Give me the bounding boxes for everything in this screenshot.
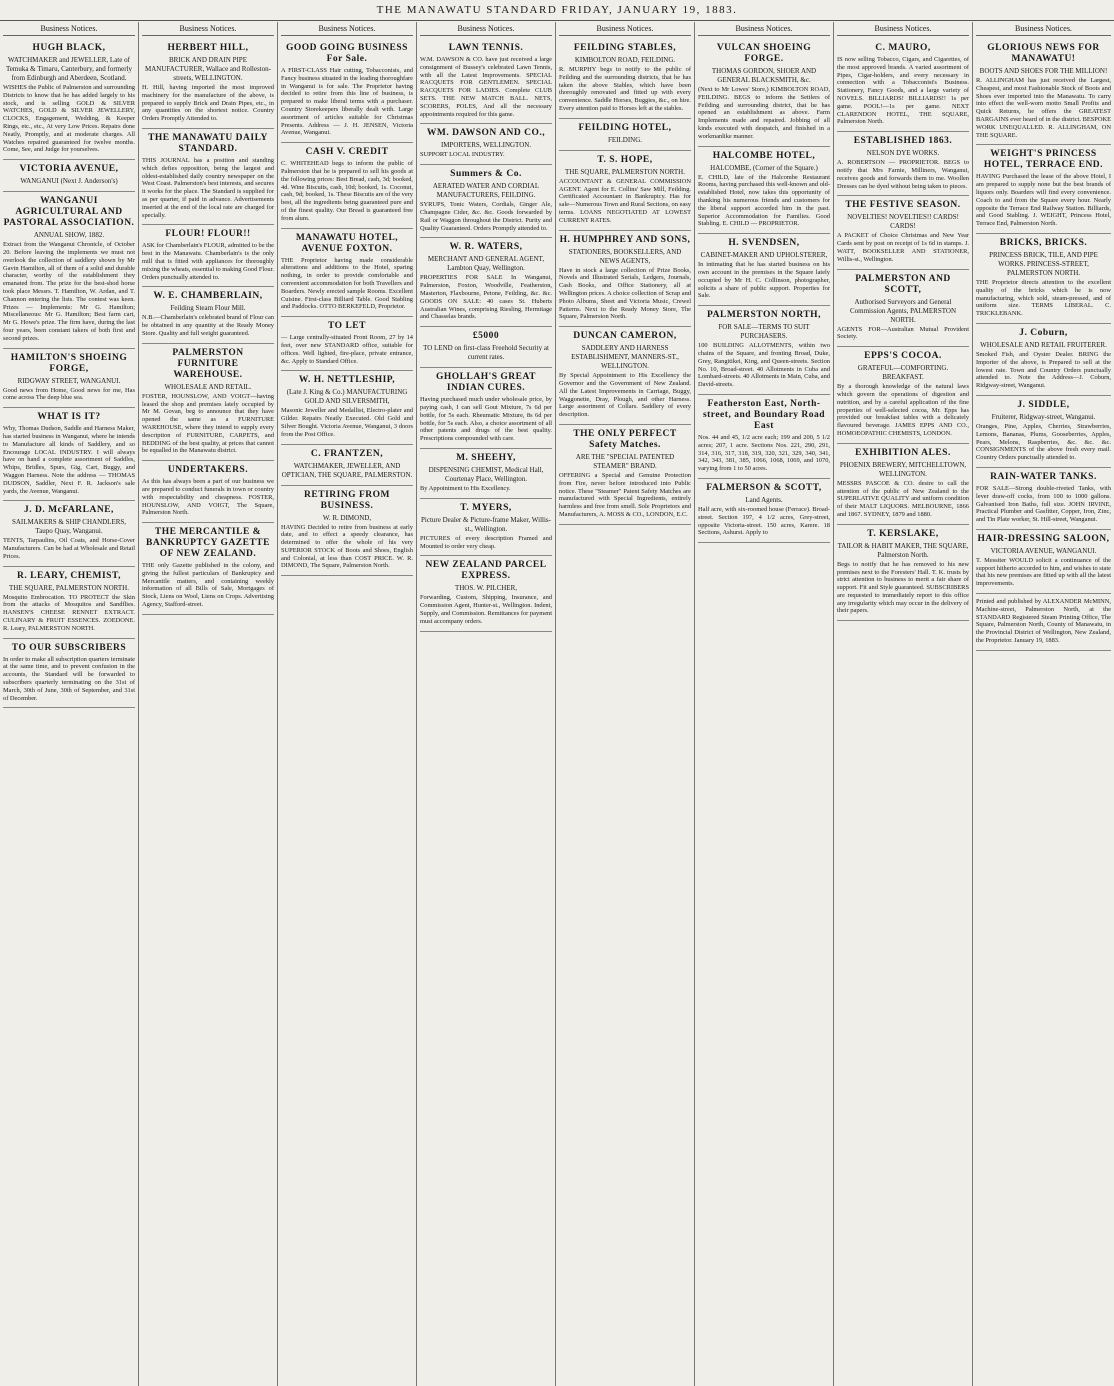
ad-sub: TO LEND on first-class Freehold Security at current rates. — [423, 344, 549, 362]
ad-title: W. R. WATERS, — [449, 242, 523, 253]
ad-sub: ANNUAL SHOW, 1882. — [33, 231, 105, 240]
ad-title: UNDERTAKERS. — [167, 465, 249, 476]
advertisement — [3, 639, 135, 709]
ad-title: FEILDING HOTEL, — [578, 122, 672, 133]
advertisement — [976, 530, 1111, 594]
ad-body: Forwarding, Custom, Shipping, Insurance, and Commission Agent, Hunter-st., Wellington. Indent, Supply, and Commission. Remittances for payment must accompany orders. — [420, 594, 552, 625]
advertisement — [698, 479, 830, 543]
advertisement — [281, 229, 413, 318]
ad-body: HAVING Purchased the lease of the above Hotel, I am prepared to supply none but the best brands of liquors only. Boarders will find every convenience. Coach to and from the Square every hour. Nearly opposite the Terrace End Railway Station. Billiards, and Good Stabling. J. WEIGHT, Princess Hotel, Terrace End, Palmerston North. — [976, 173, 1111, 228]
column-2 — [139, 22, 278, 1386]
advertisement — [142, 129, 274, 225]
masthead: THE MANAWATU STANDARD FRIDAY, JANUARY 19, 1883. — [0, 0, 1114, 21]
ad-title: W. H. NETTLESHIP, — [298, 375, 396, 386]
ad-body: THE Proprietor having made considerable alterations and additions to the Hotel, sparing nothing, in order to provide comfortable and convenient accommodation for both Travellers and Boarders. Newly erected sample Rooms. Excellent Cuisine. First-class Billiard Table. Good Stabling and Paddocks. OTTO BERKEFELD, Proprietor. — [281, 256, 413, 311]
ad-body: Oranges, Pine, Apples, Cherries, Strawberries, Lemons, Bananas, Plums, Gooseberries, Apples, Pears, Melons, Raspberries, &c. &c. &c. CONSIGNMENTS of the above fresh every mail. Country Orders punctually attended to. — [976, 422, 1111, 462]
ad-body: A FIRST-CLASS Hair cutting, Tobacconists, and Fancy business situated in the leading thoroughfare in Wanganui is for sale. The Proprietor having decided to retire from this line of business, is prepared to make liberal terms with a purchaser. Country Storekeepers liberally dealt with. Large assortment of articles suitable for Christmas Presents. Address — J. H. JENSEN, Victoria Avenue, Wanganui. — [281, 67, 413, 137]
ad-body: Extract from the Wanganui Chronicle, of October 20. Before leaving the implements we must not overlook the collection of saddlery shown by Mr Gavin Hamilton, all of them of a solid and durable character, worthy of the establishment they emanated from. The prize for the best-shod horse took place Messrs. T. Hamilton, W. Ardan, and T. Channon entering the lists. The contest was keen. Prizes — Implements: Mr G. Hamilton; Miscellaneous: Mr G. Hamilton; Best farm cart, Mr G. Howe's prize. The firm have, during the last four years, been constant takers of both first and second prizes. — [3, 241, 135, 342]
advertisement — [142, 287, 274, 343]
ad-sub: IMPORTERS, WELLINGTON. — [440, 141, 532, 150]
ad-title: PALMERSTON NORTH, — [707, 310, 821, 321]
columns — [0, 22, 1114, 1386]
column-6 — [695, 22, 834, 1386]
advertisement — [837, 444, 969, 525]
ad-body: Smoked Fish, and Oyster Dealer. BRING the Importer of the above, is Prepared to sell at the lowest rate. Town and Country Orders punctually attended to. Note the Address—J. Coburn, Ridgway-street, Wanganui. — [976, 350, 1111, 390]
advertisement — [3, 39, 135, 160]
ad-title: WEIGHT'S PRINCESS HOTEL, TERRACE END. — [983, 149, 1104, 171]
ad-sub: THE SQUARE, PALMERSTON NORTH. — [9, 583, 129, 592]
ad-body: SUPPORT LOCAL INDUSTRY. — [420, 151, 505, 159]
advertisement — [281, 371, 413, 444]
ad-sub: FOR SALE—TERMS TO SUIT PURCHASERS. — [718, 323, 810, 341]
advertisement — [142, 225, 274, 287]
ad-title: T. KERSLAKE, — [867, 528, 939, 539]
ad-sub: AERATED WATER AND CORDIAL MANUFACTURERS, FEILDING. — [432, 182, 540, 200]
ad-body: HAVING Decided to retire from business at early date, and to effect a speedy clearance, has determined to offer the whole of his very SUPERIOR STOCK of Boots and Shoes, English and Colonial, at less than COST PRICE. W. R. DIMOND, The Square, Palmerston North. — [281, 523, 413, 570]
advertisement — [281, 143, 413, 228]
column-4 — [417, 22, 556, 1386]
advertisement — [420, 556, 552, 631]
ad-title: EXHIBITION ALES. — [855, 447, 951, 458]
advertisement — [3, 408, 135, 501]
column-heading: Business Notices. — [837, 22, 969, 36]
ad-sub: PHOENIX BREWERY, MITCHELLTOWN, WELLINGTON. — [839, 460, 967, 478]
ad-body: MESSRS PASCOE & CO. desire to call the attention of the public of New Zealand to the SUPERLATIVE QUALITY and uniform condition of their MALT LIQUORS. MELBOURNE, 1866 and 1867. SYDNEY, 1879 and 1880. — [837, 479, 969, 518]
advertisement — [559, 425, 691, 525]
advertisement — [698, 234, 830, 306]
column-8 — [973, 22, 1114, 1386]
ad-sub: (Late J. King & Co.) MANUFACTURING GOLD AND SILVERSMITH, — [286, 388, 408, 406]
ad-sub: WANGANUI (Next J. Anderson's) — [20, 177, 118, 186]
advertisement — [3, 160, 135, 192]
column-heading: Business Notices. — [698, 22, 830, 36]
ad-title: Featherston East, North-street, and Boundary Road East — [702, 398, 826, 431]
advertisement — [698, 306, 830, 395]
ad-title: H. HUMPHREY AND SONS, — [559, 234, 691, 245]
ad-title: J. SIDDLE, — [1017, 399, 1070, 410]
ad-title: R. LEARY, CHEMIST, — [17, 570, 121, 581]
ad-body: THE only Gazette published in the colony, and giving the fullest particulars of Bankruptcy and Mercantile matters, and containing weekly information of all Bills of Sale, Mortgages of Stock, Liens on Wool, Liens on Crops. Advertising Agency, Stafford-street. — [142, 562, 274, 609]
ad-body: By a thorough knowledge of the natural laws which govern the operations of digestion and nutrition, and by a careful application of the fine properties of well-selected cocoa, Mr. Epps has provided our breakfast tables with a delicately flavoured beverage. JAMES EPPS AND CO., HOMOEOPATHIC CHEMISTS, LONDON. — [837, 383, 969, 437]
advertisement — [976, 145, 1111, 234]
ad-title: FLOUR! FLOUR!! — [165, 229, 251, 240]
ad-title: THE FESTIVE SEASON. — [845, 200, 961, 211]
column-heading: Business Notices. — [3, 22, 135, 36]
ad-sub: NOVELTIES! NOVELTIES!! CARDS! CARDS! — [847, 213, 959, 231]
ad-sub: THOS. W. PILCHER, — [454, 584, 518, 593]
ad-body: FOR SALE—Strong double-riveted Tanks, with lever draw-off cocks, from 100 to 1000 gallons. Galvanised Iron Baths, full size. JOHN IRVINE, Practical Plumber and Gasfitter, Copper, Iron, Zinc, and Tin Plate worker, St. Hill-street, Wanganui. — [976, 484, 1111, 524]
ad-title: GOOD GOING BUSINESS For Sale. — [286, 43, 408, 64]
ad-title: MANAWATU HOTEL, AVENUE FOXTON. — [295, 232, 399, 254]
ad-body: Masonic Jeweller and Medallist, Electro-plater and Gilder. Repairs Neatly Executed. Old Gold and Silver Bought. Victoria Avenue, Wanganui, 3 doors from the Post Office. — [281, 407, 413, 438]
ad-body: OFFERING a Special and Genuine Protection from Fire, never before introduced into Public notice. These "Steamer" Patent Safety Matches are manufactured with Special Ingredients, entirely harmless and free from smell. Sole Proprietors and Manufacturers, A. MOSS & CO., LONDON, E.C. — [559, 471, 691, 518]
ad-title: PALMERSTON AND SCOTT, — [855, 273, 951, 295]
ad-title: WHAT IS IT? — [37, 412, 101, 423]
ad-sub: Fruiterer, Ridgway-street, Wanganui. — [991, 412, 1096, 421]
ad-body: — Large centrally-situated Front Room, 27 by 14 feet, over new STANDARD office, suitable for offices. Well lighted, fire-place, private entrance, &c. Apply to Standard Office. — [281, 334, 413, 365]
ad-body: Mosquito Embrocation. TO PROTECT the Skin from the attacks of Mosquitos and Sandflies. HANSEN'S CHEESE RENNET EXTRACT. CULINARY & FRUIT ESSENCES. ZOEDONE. R. Leary, PALMERSTON NORTH. — [3, 593, 135, 632]
ad-body: PICTURES of every description Framed and Mounted to order very cheap. — [420, 534, 552, 550]
advertisement — [281, 445, 413, 486]
advertisement — [837, 132, 969, 196]
ad-body: TENTS, Tarpaulins, Oil Coats, and Horse-Cover Manufacturers. Can be had at Wholesale and Retail Prices. — [3, 537, 135, 560]
ad-title: VICTORIA AVENUE, — [19, 164, 119, 175]
advertisement — [559, 39, 691, 119]
ad-body: In order to make all subscription quarters terminate at the same time, and to prevent confusion in the accounts, the Standard will be forwarded to subscribers quarterly terminating on the 31st of March, 30th of June, 30th of September, and 31st of December. — [3, 655, 135, 702]
ad-title: T. MYERS, — [460, 502, 512, 513]
ad-body: AGENTS FOR—Australian Mutual Provident Society. — [837, 325, 969, 341]
advertisement — [976, 39, 1111, 145]
ad-title: WANGANUI AGRICULTURAL AND PASTORAL ASSOCIATION. — [3, 196, 135, 229]
ad-title: EPPS'S COCOA. — [864, 351, 942, 362]
ad-sub: WHOLESALE AND RETAIL FRUITERER. — [980, 340, 1107, 349]
ad-title: WM. DAWSON AND CO., — [426, 128, 546, 139]
advertisement — [559, 119, 691, 151]
ad-sub: SAILMAKERS & SHIP CHANDLERS, Taupo Quay, Wanganui. — [11, 518, 127, 536]
column-1 — [0, 22, 139, 1386]
ad-body: H. Hill, having imported the most improved machinery for the manufacture of the above, is prepared to supply Brick and Drain Pipes, etc., in any quantities on the shortest notice. Country Orders Promptly Attended to. — [142, 84, 274, 123]
ad-title: GHOLLAH'S GREAT INDIAN CURES. — [436, 372, 536, 394]
ad-body: W.M. DAWSON & CO. have just received a large consignment of Bussey's celebrated Lawn Tennis, with all the Latest Improvements. SPECIAL RACQUETS FOR GENTLEMEN. SPECIAL RACQUETS FOR LADIES. Complete CLUB SETS. THE NEW MATCH BALL. NETS, SCORERS, POLES, And all the necessary appointments required for this game. — [420, 56, 552, 118]
advertisement — [698, 395, 830, 479]
ad-title: CASH V. CREDIT — [305, 147, 389, 158]
column-heading: Business Notices. — [420, 22, 552, 36]
ad-body: C. WHITEHEAD begs to inform the public of Palmerston that he is prepared to sell his goods at the following prices: Best Bread, cash, 3d; booked, 4d. Wine Biscuits, cash, 10d; booked, 1s. Coconut, cash, 9d; booked, 1s. These Biscuits are of the very best, all the ingredients being guaranteed pure and of the finest quality. Our Bread is guaranteed free from alum. — [281, 160, 413, 222]
advertisement — [837, 525, 969, 622]
ad-sub: TAILOR & HABIT MAKER, THE SQUARE, Palmerston North. — [837, 541, 969, 559]
ad-sub: WATCHMAKER and JEWELLER, Late of Temuka & Timaru, Canterbury, and formerly from Edinburgh and Aberdeen, Scotland. — [5, 56, 132, 82]
column-5 — [556, 22, 695, 1386]
ad-body: In intimating that he has started business on his own account in the premises in the Square lately occupied by Mr H. C. Collinson, photographer, solicits a share of public support. Properties for Sale. — [698, 261, 830, 300]
advertisement — [420, 368, 552, 449]
ad-sub: Feilding Steam Flour Mill. — [170, 304, 246, 313]
ad-title: W. E. CHAMBERLAIN, — [153, 291, 263, 302]
advertisement — [976, 468, 1111, 530]
ad-title: ESTABLISHED 1863. — [853, 136, 953, 147]
ad-title: RETIRING FROM BUSINESS. — [304, 489, 390, 511]
ad-title: GLORIOUS NEWS FOR MANAWATU! — [987, 43, 1100, 64]
column-heading: Business Notices. — [281, 22, 413, 36]
ad-body: (Next to Mr Lowes' Store,) KIMBOLTON ROAD, FEILDING. BEGS to inform the Settlers of Feilding and surrounding district, that he has opened an establishment as above. Farm Implements made and repaired. Jobbing of all kinds executed with despatch, and finished in a workmanlike manner. — [698, 86, 830, 140]
ad-body: By Appointment to His Excellency. — [420, 484, 511, 492]
ad-sub: ARE THE "SPECIAL PATENTED STEAMER" BRAND. — [575, 452, 675, 470]
ad-sub: VICTORIA AVENUE, WANGANUI. — [990, 546, 1097, 555]
ad-body: Good news from Home, Good news for me, Has come across The deep blue sea. — [3, 386, 135, 402]
advertisement — [420, 499, 552, 557]
ad-title: TO LET — [328, 321, 366, 332]
ad-body: ACCOUNTANT & GENERAL COMMISSION AGENT. Agent for E. Collins' Saw Mill, Feilding. Certificated Accountant in Bankruptcy. Has for sale—Numerous Town and Rural Sections, on easy terms. LOANS NEGOTIATED AT LOWEST CURRENT RATES. — [559, 177, 691, 224]
advertisement — [698, 39, 830, 147]
column-7 — [834, 22, 973, 1386]
ad-title: Summers & Co. — [450, 169, 522, 180]
ad-sub: Authorised Surveyors and General Commission Agents, PALMERSTON NORTH. — [850, 297, 956, 324]
ad-sub: WATCHMAKER, JEWELLER, AND OPTICIAN, THE SQUARE, PALMERSTON. — [281, 461, 413, 479]
advertisement — [837, 347, 969, 444]
ad-body: Why, Thomas Dudson, Saddle and Harness Maker, has started business in Wanganui, where he intends to Manufacture all kinds of Saddlery, and so Encourage LOCAL INDUSTRY. I will always have on hand a complete assortment of Saddles, Whips, Bridles, Spurs, Gig, Cart, Buggy, and Waggon Harness. Note the address — THOMAS DUDSON, Saddler, Next F. R. Jackson's sale yards, the Avenue, Wanganui. — [3, 425, 135, 495]
ad-body: PROPERTIES FOR SALE In Wanganui, Palmerston, Foxton, Woodville, Featherston, Masterton, Flaxbourne, Petone, Feilding, &c. &c. GOODS ON SALE: 40 cases St. Huberts Australian Wines, comprising Riesling, Hermitage and Chasselas brands. — [420, 274, 552, 321]
ad-title: TO OUR SUBSCRIBERS — [11, 642, 127, 653]
advertisement — [281, 39, 413, 143]
advertisement — [976, 324, 1111, 396]
ad-body: R. MURPHY begs to notify to the public of Feilding and the surrounding districts, that he has taken the above Stables, which have been thoroughly renovated and fitted up with every convenience. Saddle Horses, Buggies, &c., on hire. Every attention paid to Horses left at the stables. — [559, 66, 691, 112]
ad-sub: BOOTS AND SHOES FOR THE MILLION! — [979, 67, 1108, 75]
advertisement — [420, 238, 552, 327]
ad-sub: FEILDING. — [607, 135, 643, 144]
ad-sub: WHOLESALE AND RETAIL. — [164, 382, 252, 391]
ad-body: A. ROBERTSON — PROPRIETOR. BEGS to notify that Mrs Farnie, Milliners, Wanganui, receives goods and forwards them to me. Woollen Dresses can be dyed without being taken to pieces. — [837, 159, 969, 190]
ad-title: J. D. McFARLANE, — [24, 505, 114, 516]
ad-sub: THE SQUARE, PALMERSTON NORTH. — [565, 167, 685, 176]
advertisement — [420, 165, 552, 238]
ad-body: FOSTER, HOUNSLOW, AND VOIGT—having leased the shop and premises lately occupied by Mr M. Govan, beg to announce that they have opened the same as a FURNITURE WAREHOUSE, where they intend to supply every description of FURNITURE, CARPETS, and BEDDING of the best quality, at prices that cannot be equalled in the Manawatu district. — [142, 392, 274, 455]
column-heading: Business Notices. — [976, 22, 1111, 36]
ad-body: THIS JOURNAL has a position and standing which defies opposition, being the largest and oldest-established daily country newspaper on the West Coast. Palmerston's best interests, and secures it works for the place. The Standard is supplied for as per quarter, if paid in advance. Advertisements inserted at the end of the local rate are charged for specially. — [142, 156, 274, 219]
advertisement — [420, 449, 552, 499]
advertisement — [3, 501, 135, 566]
ad-title: NEW ZEALAND PARCEL EXPRESS. — [425, 560, 547, 582]
advertisement — [559, 151, 691, 231]
advertisement — [142, 523, 274, 615]
ad-body: IS now selling Tobacco, Cigars, and Cigarettes, of the most approved brands. A varied assortment of Pipes, Cigar-holders, and every necessary in connection with a Tobacconist's Business. Stationery, Fancy Goods, and a large variety of NOVELS. BILLIARDS! BILLIARDS!! 1s per game. POOL!—1s per game. NEXT CLARENDON HOTEL, THE SQUARE, Palmerston North. — [837, 56, 969, 126]
advertisement — [3, 349, 135, 409]
column-heading: Business Notices. — [559, 22, 691, 36]
ad-title: PALMERSTON FURNITURE WAREHOUSE. — [172, 347, 244, 380]
ad-sub: PRINCESS BRICK, TILE, AND PIPE WORKS. PRINCESS-STREET, PALMERSTON NORTH. — [989, 250, 1098, 277]
advertisement — [837, 39, 969, 132]
advertisement — [976, 396, 1111, 468]
advertisement — [837, 196, 969, 269]
advertisement — [420, 327, 552, 368]
advertisement — [142, 344, 274, 461]
advertisement — [281, 486, 413, 577]
advertisement — [976, 234, 1111, 324]
ad-title: THE ONLY PERFECT Safety Matches. — [573, 428, 677, 450]
advertisement — [281, 317, 413, 371]
ad-title: HUGH BLACK, — [32, 43, 106, 53]
ad-title: HERBERT HILL, — [167, 43, 249, 53]
ad-title: J. Coburn, — [1019, 327, 1068, 338]
ad-title: FEILDING STABLES, — [573, 43, 677, 53]
ad-sub: Land Agents. — [745, 495, 783, 504]
ad-body: Having purchased much under wholesale price, by paying cash, I can sell Gout Mixture, 7s 6d per bottle, for 5s each. Rheumatic Mixture, 8s 6d per bottle, for 5s each. Also, a choice assortment of all other patents and drugs of the best quality. Prescriptions compounded with care. — [420, 396, 552, 443]
ad-body: Have in stock a large collection of Prize Books, Novels and Illustrated Serials, Ledgers, Journals, Cash Books, and Office Stationery, all at Wellington prices. A choice collection of Scrap and Photo Albums, Sheet and Victoria Music, Crewel Patterns. Next to the Ready Money Store, The Square, Palmerston North. — [559, 266, 691, 321]
ad-title: THE MANAWATU DAILY STANDARD. — [148, 132, 268, 154]
ad-body: R. ALLINGHAM has just received the Largest, Cheapest, and most Fashionable Stock of Boots and Shoes ever imported into the Manawatu. To carry into effect the well-worn motto Small Profits and Quick Returns, he offers the GREATEST BARGAINS ever heard of in the district. BESPOKE WORK UNEQUALLED. R. ALLINGHAM, ON THE SQUARE. — [976, 77, 1111, 139]
ad-body: Nos. 44 and 45, 1/2 acre each; 199 and 200, 5 1/2 acres; 207, 1 acre. Sections Nos. 221, 290, 291, 314, 316, 317, 318, 319, 320, 321, 329, 340, 341, 342, 343, 381, 385, 1066, 1068, 1069, and 1070, varying from 1 to 50 acres. — [698, 433, 830, 473]
ad-sub: THOMAS GORDON, SHOER AND GENERAL BLACKSMITH, &c. — [711, 67, 817, 84]
ad-body: SYRUPS, Tonic Waters, Cordials, Ginger Ale, Champagne Cider, &c. &c. Goods forwarded by Rail or Waggon throughout the District. Purity and Quality Guaranteed. Orders Promptly attended to. — [420, 201, 552, 232]
column-3 — [278, 22, 417, 1386]
ad-sub: W. R. DIMOND, — [322, 513, 372, 522]
ad-sub: STATIONERS, BOOKSELLERS, AND NEWS AGENTS, — [568, 247, 682, 265]
advertisement — [698, 147, 830, 235]
ad-title: THE MERCANTILE & BANKRUPTCY GAZETTE OF NEW ZEALAND. — [146, 527, 270, 560]
ad-body: E. CHILD, late of the Halcombe Restaurant Rooms, having purchased this well-known and old-established Hotel, now takes this opportunity of thanking his numerous friends and customers for the liberal support accorded him in the past. Superior Accommodation for Families. Good Stabling. E. CHILD — PROPRIETOR. — [698, 173, 830, 228]
ad-title: HALCOMBE HOTEL, — [712, 150, 816, 161]
ad-title: £5000 — [472, 331, 500, 342]
ad-body: N.B.—Chamberlain's celebrated brand of Flour can be obtained in any quantity at the Ready Money Store. Quality and full weight guaranteed. — [142, 314, 274, 337]
ad-title: RAIN-WATER TANKS. — [990, 471, 1097, 482]
ad-sub: GRATEFUL—COMFORTING. BREAKFAST. — [857, 364, 949, 382]
advertisement — [837, 270, 969, 348]
ad-title: HAIR-DRESSING SALOON, — [977, 533, 1110, 544]
ad-body: Printed and published by ALEXANDER McMINN, Machine-street, Palmerston North, at the STANDARD Registered Steam Printing Office, The Square, Palmerston North, County of Manawatu, in the Provincial District of Wellington, New Zealand, the Proprietor. January 19, 1883. — [976, 598, 1111, 645]
ad-sub: DISPENSING CHEMIST, Medical Hall, Courtenay Place, Wellington. — [428, 465, 544, 483]
advertisement — [3, 192, 135, 348]
ad-body: Half acre, with six-roomed house (Ferrace). Broad-street. Section 197, 4 1/2 acres, Grey-street, opposite Victoria-street. 150 acres, Karere. 18 Sections, Ashurst. Apply to — [698, 505, 830, 537]
ad-title: FALMERSON & SCOTT, — [706, 482, 822, 493]
advertisement — [3, 567, 135, 639]
ad-sub: RIDGWAY STREET, WANGANUI. — [17, 376, 121, 385]
ad-body: ASK for Chamberlain's FLOUR, admitted to be the best in the Manawatu. Chamberlain's is the only mill that is fitted with appliances for thoroughly mixing the wheats, essential to making Good Flour. Orders punctually attended to. — [142, 242, 274, 281]
advertisement — [420, 39, 552, 124]
ad-sub: KIMBOLTON ROAD, FEILDING. — [574, 56, 676, 64]
ad-body: 100 BUILDING ALLOTMENTS, within two chains of the Square, and fronting Broad, Duke, Grey, Rangitikei, King, and Queen-streets. Section No. 10, Broad-street. 40 Allotments in Cuba and Lombard-streets. 40 Allotments in Main, Cuba, and David-streets. — [698, 342, 830, 389]
ad-title: VULCAN SHOEING FORGE. — [716, 43, 812, 64]
ad-sub: BRICK AND DRAIN PIPE MANUFACTURER, Wallace and Rolleston-streets, WELLINGTON. — [145, 56, 271, 82]
advertisement — [142, 39, 274, 129]
advertisement — [559, 231, 691, 328]
ad-sub: Picture Dealer & Picture-frame Maker, Willis-st., Wellington. — [421, 515, 551, 533]
ad-body: Begs to notify that he has removed to his new premises next to the Foresters' Hall. T. K. trusts by strict attention to business to merit a fair share of support. Fit and Style guaranteed. SUBSCRIBERS are requested to immediately report to this office any irregularity which may occur in the delivery of their papers. — [837, 560, 969, 615]
ad-title: C. MAURO, — [875, 43, 931, 53]
column-heading: Business Notices. — [142, 22, 274, 36]
ad-title: M. SHEEHY, — [456, 452, 516, 463]
ad-sub: MERCHANT AND GENERAL AGENT, Lambton Quay, Wellington. — [427, 255, 545, 273]
ad-title: LAWN TENNIS. — [448, 43, 524, 53]
ad-body: WISHES the Public of Palmerston and surrounding Districts to know that he has added largely to his stock, and is selling GOLD & SILVER WATCHES, GOLD & SILVER JEWELLERY, CLOCKS, Engagement, Wedding, & Keeper Rings, etc., etc., At very Low Prices. Repairs done Neatly, Promptly, and at moderate charges. All Watches repaired guaranteed for twelve months. Come, See, and Judge for yourselves. — [3, 84, 135, 154]
ad-title: HAMILTON'S SHOEING FORGE, — [10, 352, 128, 374]
ad-sub: CABINET-MAKER AND UPHOLSTERER, — [700, 251, 828, 260]
advertisement — [142, 461, 274, 523]
ad-title: DUNCAN CAMERON, — [573, 331, 677, 342]
ad-title: T. S. HOPE, — [597, 154, 653, 165]
ad-body: THE Proprietor directs attention to the excellent quality of the bricks which he is now manufacturing, which sold, steam-pressed, and of uniform size. TERMS LIBERAL. C. TRICKLEBANK. — [976, 278, 1111, 318]
ad-body: By Special Appointment to His Excellency the Governor and the Government of New Zealand. All the Latest Improvements in Carriage, Buggy, Waggonette, Dray, Plough, and other Harness. Large assortment of Collars. Saddlery of every description. — [559, 372, 691, 419]
ad-title: H. SVENDSEN, — [728, 238, 800, 249]
ad-sub: NELSON DYE WORKS. — [866, 149, 940, 158]
ad-sub: HALCOMBE, (Corner of the Square.) — [710, 163, 818, 172]
advertisement — [420, 124, 552, 165]
ad-body: T. Messiter WOULD solicit a continuance of the support hitherto accorded to him, and wishes to state that his new premises are fitted up with all the latest improvements. — [976, 556, 1111, 588]
ad-body: As this has always been a part of our business we are prepared to conduct funerals in town or country with respectability and cheapness. FOSTER, HOUNSLOW, AND VOIGT, The Square, Palmerston North. — [142, 478, 274, 517]
advertisement — [559, 327, 691, 425]
ad-sub: SADDLERY AND HARNESS ESTABLISHMENT, MANNERS-ST., WELLINGTON. — [571, 344, 679, 371]
ad-body: A PACKET of Choice Christmas and New Year Cards sent by post on receipt of 1s 6d in stamps. J. WATT, BOOKSELLER AND STATIONER, Willis-st., Wellington. — [837, 232, 969, 263]
ad-title: C. FRANTZEN, — [310, 448, 384, 459]
ad-title: BRICKS, BRICKS. — [999, 237, 1088, 248]
advertisement — [976, 594, 1111, 651]
